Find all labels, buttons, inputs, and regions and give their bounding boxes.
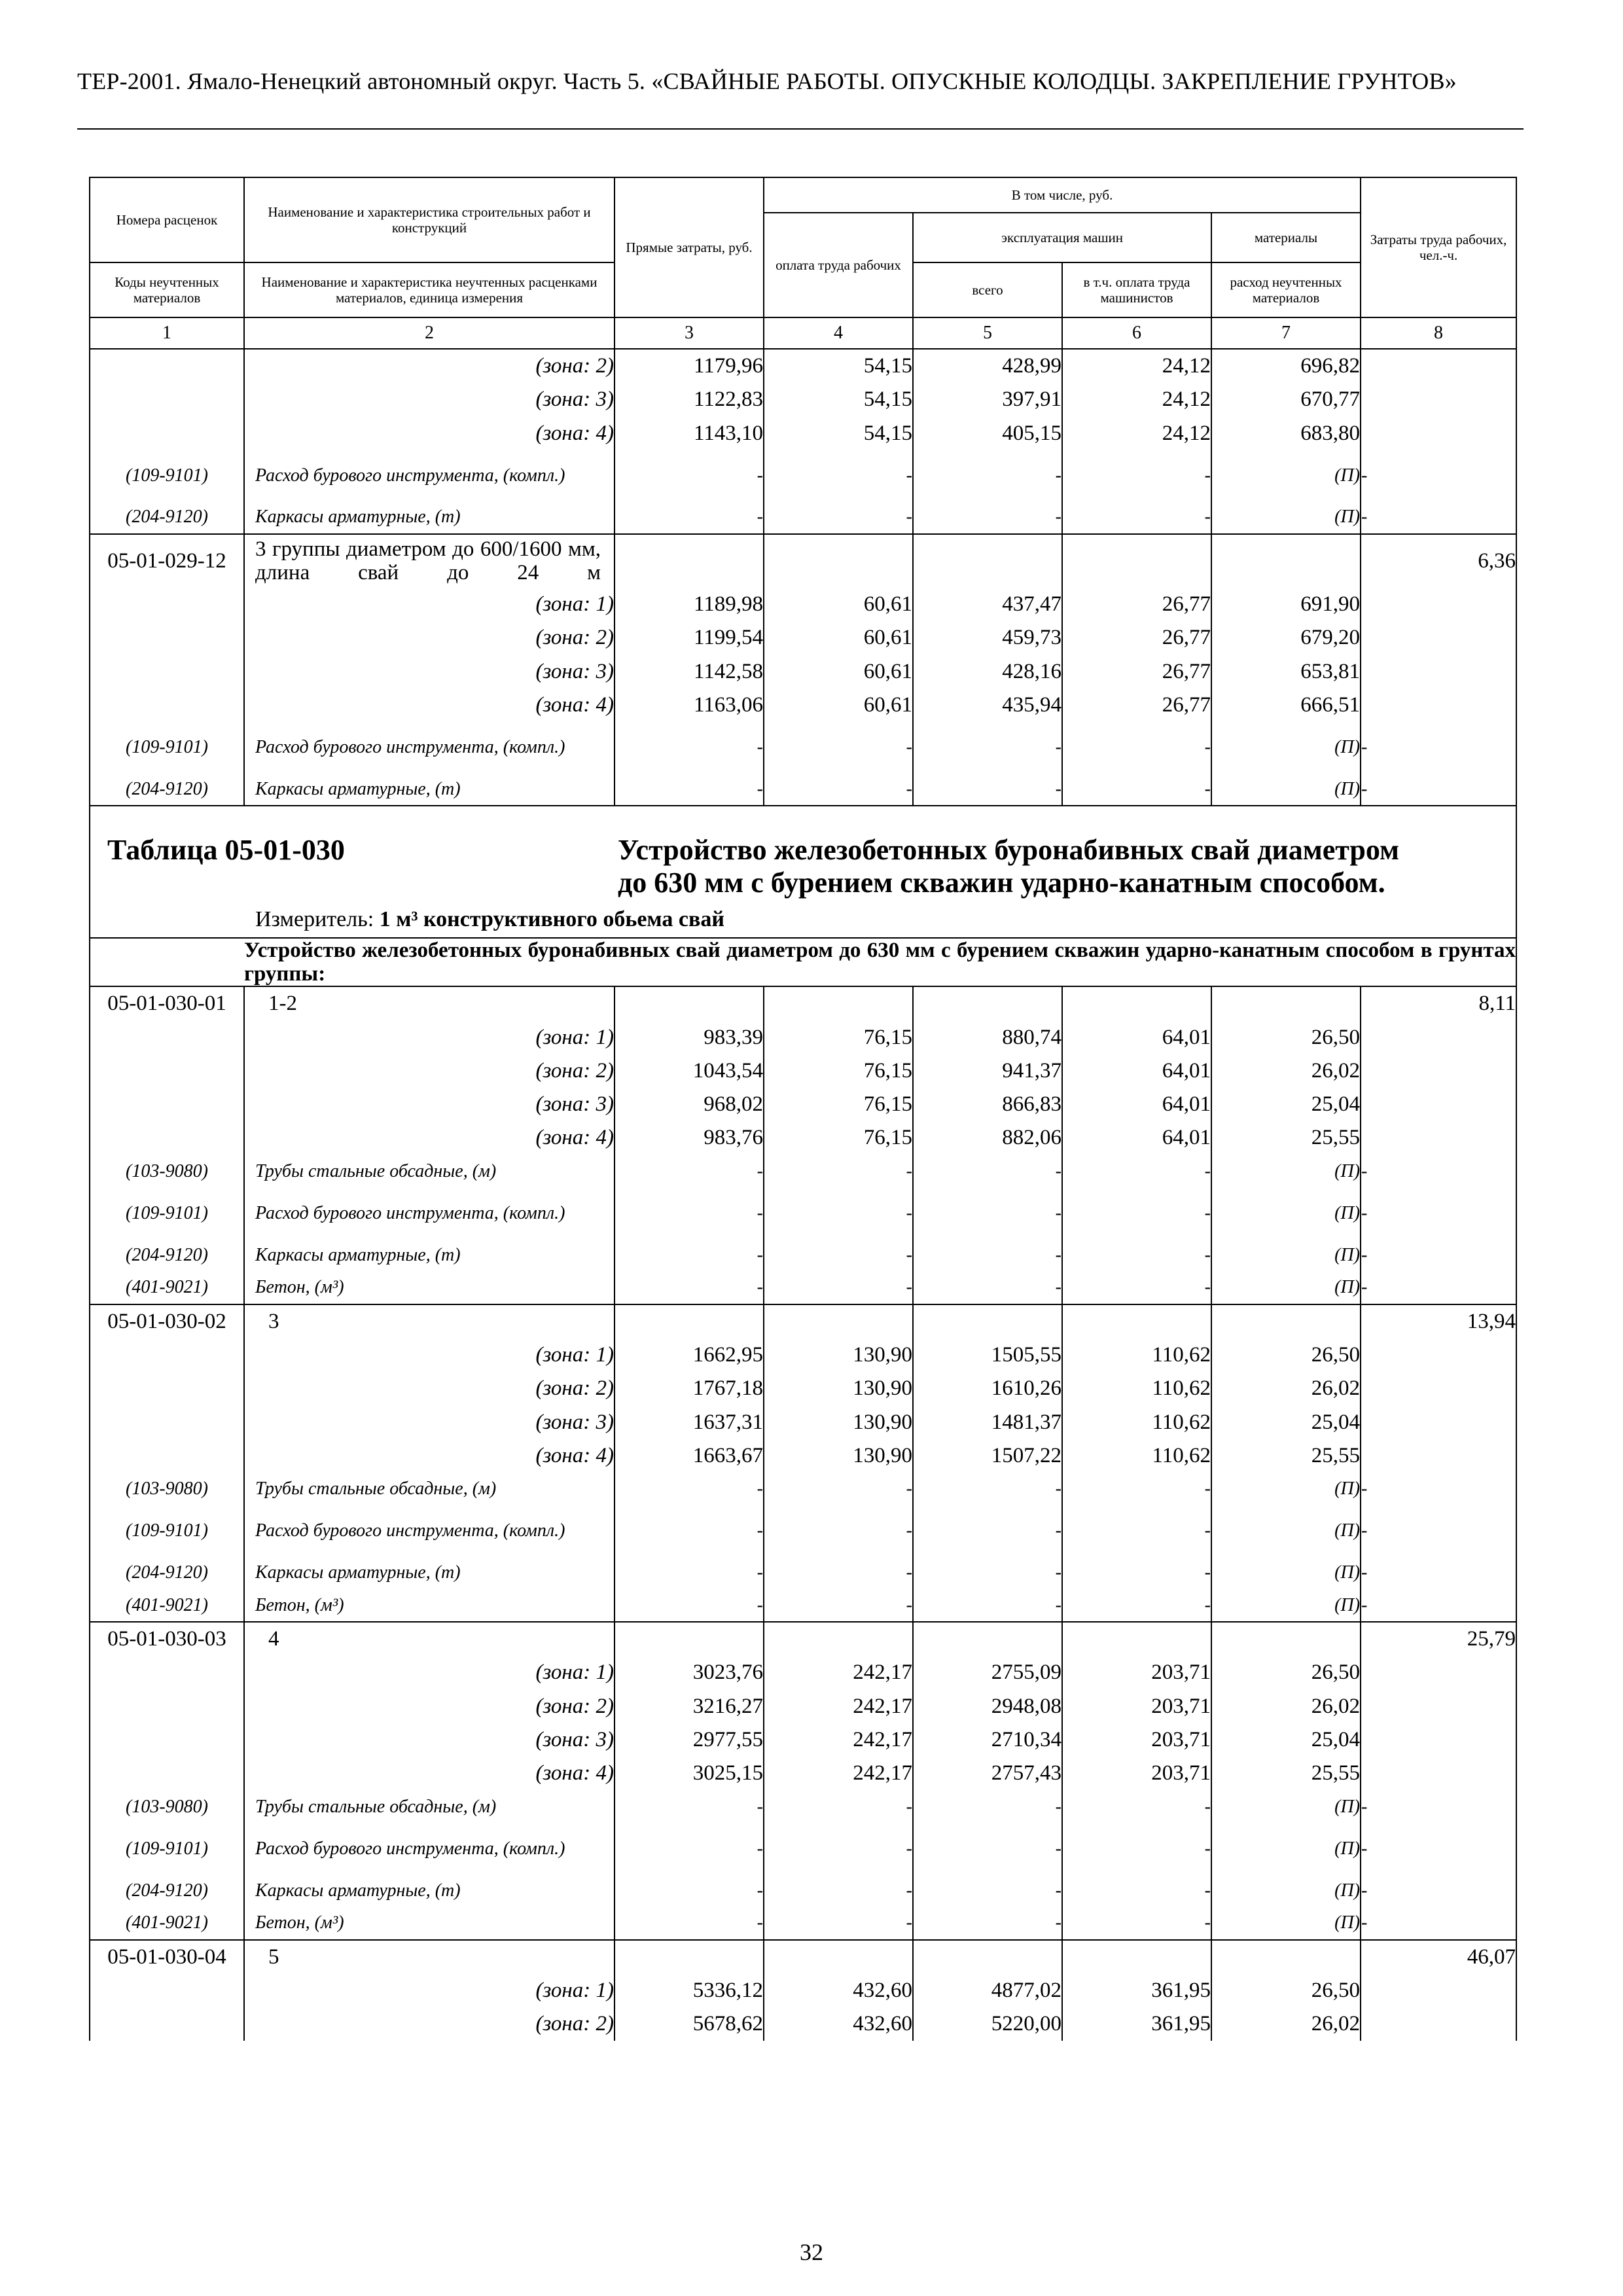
measurement-unit (90, 907, 1516, 932)
table-row (90, 1757, 1516, 1790)
material-code: (109-9101) (90, 450, 244, 501)
zone-label: (зона: 4) (244, 1121, 615, 1155)
machinist-pay: 24,12 (1062, 383, 1211, 416)
material-row: (204-9120) Каркасы арматурные, (т) - - - - (П) - (90, 1874, 1516, 1907)
column-numbers-row (90, 317, 1516, 349)
materials-value: 683,80 (1211, 417, 1361, 450)
zone-label: (зона: 1) (244, 1020, 615, 1054)
direct-costs: 968,02 (615, 1088, 764, 1121)
zone-label: (зона: 4) (244, 689, 615, 722)
worker-pay: 432,60 (764, 2007, 913, 2041)
worker-pay: 60,61 (764, 655, 913, 688)
machinist-pay: 361,95 (1062, 2007, 1211, 2041)
machines-total: 882,06 (913, 1121, 1062, 1155)
direct-costs: 2977,55 (615, 1723, 764, 1757)
table-row (90, 1054, 1516, 1088)
rate-row (90, 986, 1516, 1020)
table-row (90, 1405, 1516, 1439)
materials-value: 26,50 (1211, 1338, 1361, 1372)
machines-total: 405,15 (913, 417, 1062, 450)
machines-total: 866,83 (913, 1088, 1062, 1121)
material-row: (103-9080) Трубы стальные обсадные, (м) - - - - (П) - (90, 1155, 1516, 1188)
table-row (90, 588, 1516, 621)
machines-total: 2710,34 (913, 1723, 1062, 1757)
zone-label: (зона: 2) (244, 1690, 615, 1723)
table-row (90, 417, 1516, 450)
zone-label: (зона: 2) (244, 2007, 615, 2041)
direct-costs: 1662,95 (615, 1338, 764, 1372)
worker-pay: 76,15 (764, 1088, 913, 1121)
material-name: Расход бурового инструмента, (компл.) (244, 1505, 615, 1556)
direct-costs: 1189,98 (615, 588, 764, 621)
column-number: 6 (1062, 317, 1211, 349)
materials-value: 666,51 (1211, 689, 1361, 722)
col-header-rate-number: Номера расценок (90, 177, 244, 262)
rate-name: 1-2 (244, 986, 615, 1020)
column-number: 2 (244, 317, 615, 349)
material-row: (109-9101) Расход бурового инструмента, (компл.) - - - - (П) - (90, 1505, 1516, 1556)
measurement-value: 1 м³ конструктивного обьема свай (379, 907, 724, 932)
machines-total: 437,47 (913, 588, 1062, 621)
table-row (90, 1723, 1516, 1757)
zone-label: (зона: 3) (244, 383, 615, 416)
machinist-pay: 26,77 (1062, 621, 1211, 655)
materials-value: 653,81 (1211, 655, 1361, 688)
zone-label: (зона: 4) (244, 417, 615, 450)
machines-total: 880,74 (913, 1020, 1062, 1054)
machinist-pay: 110,62 (1062, 1372, 1211, 1405)
worker-pay: 242,17 (764, 1656, 913, 1689)
material-row: (103-9080) Трубы стальные обсадные, (м) - - - - (П) - (90, 1791, 1516, 1823)
worker-pay: 54,15 (764, 417, 913, 450)
direct-costs: 983,76 (615, 1121, 764, 1155)
rate-code: 05-01-029-12 (90, 534, 244, 588)
materials-value: 696,82 (1211, 349, 1361, 383)
machines-total: 2948,08 (913, 1690, 1062, 1723)
material-code: (204-9120) (90, 1874, 244, 1907)
materials-value: 26,02 (1211, 2007, 1361, 2041)
labor-costs: 8,11 (1361, 986, 1516, 1020)
machines-total: 428,16 (913, 655, 1062, 688)
page-header: ТЕР-2001. Ямало-Ненецкий автономный округ. Часть 5. «СВАЙНЫЕ РАБОТЫ. ОПУСКНЫЕ КОЛОДЦЫ. ЗАКРЕПЛЕНИЕ ГРУНТОВ» (77, 68, 1457, 94)
rate-row (90, 534, 1516, 588)
direct-costs: 1143,10 (615, 417, 764, 450)
zone-label: (зона: 3) (244, 1723, 615, 1757)
rate-code: 05-01-030-02 (90, 1304, 244, 1338)
table-row (90, 621, 1516, 655)
machinist-pay: 26,77 (1062, 689, 1211, 722)
materials-value: 691,90 (1211, 588, 1361, 621)
col-header-materials: материалы (1211, 213, 1361, 262)
material-code: (109-9101) (90, 1505, 244, 1556)
machinist-pay: 203,71 (1062, 1757, 1211, 1790)
worker-pay: 130,90 (764, 1405, 913, 1439)
machinist-pay: 24,12 (1062, 349, 1211, 383)
rate-row (90, 1304, 1516, 1338)
material-row: (401-9021) Бетон, (м³) - - - - (П) - (90, 1907, 1516, 1940)
section-heading: Устройство железобетонных буронабивных свай диаметром до 630 мм с бурением скважин ударно-канатным способом в грунтах группы: (244, 939, 1516, 986)
material-row: (109-9101) Расход бурового инструмента, (компл.) - - - - (П) - (90, 450, 1516, 501)
zone-label: (зона: 1) (244, 1974, 615, 2007)
rate-row (90, 1940, 1516, 1974)
zone-label: (зона: 3) (244, 1088, 615, 1121)
machinist-pay: 361,95 (1062, 1974, 1211, 2007)
machines-total: 1610,26 (913, 1372, 1062, 1405)
machines-total: 941,37 (913, 1054, 1062, 1088)
zone-label: (зона: 1) (244, 588, 615, 621)
material-row: (401-9021) Бетон, (м³) - - - - (П) - (90, 1272, 1516, 1304)
worker-pay: 130,90 (764, 1439, 913, 1473)
zone-label: (зона: 2) (244, 349, 615, 383)
material-name: Расход бурового инструмента, (компл.) (244, 1188, 615, 1239)
material-code: (103-9080) (90, 1791, 244, 1823)
material-name: Трубы стальные обсадные, (м) (244, 1473, 615, 1505)
labor-costs: 25,79 (1361, 1622, 1516, 1656)
machines-total: 428,99 (913, 349, 1062, 383)
rate-name: 3 группы диаметром до 600/1600 мм, длина свай до 24 м (244, 534, 615, 588)
materials-value: 679,20 (1211, 621, 1361, 655)
table-row (90, 1439, 1516, 1473)
worker-pay: 242,17 (764, 1690, 913, 1723)
machinist-pay: 203,71 (1062, 1723, 1211, 1757)
table-title: Устройство железобетонных буронабивных свай диаметром до 630 мм с бурением скважин ударно-канатным способом. (618, 834, 1399, 899)
materials-value: 25,04 (1211, 1405, 1361, 1439)
materials-value: 26,02 (1211, 1054, 1361, 1088)
zone-label: (зона: 4) (244, 1757, 615, 1790)
worker-pay: 60,61 (764, 621, 913, 655)
materials-value: 26,02 (1211, 1372, 1361, 1405)
zone-label: (зона: 3) (244, 1405, 615, 1439)
table-caption (90, 806, 1516, 938)
material-row: (401-9021) Бетон, (м³) - - - - (П) - (90, 1589, 1516, 1622)
material-code: (103-9080) (90, 1473, 244, 1505)
material-name: Трубы стальные обсадные, (м) (244, 1155, 615, 1188)
table-row (90, 1121, 1516, 1155)
table-row (90, 1338, 1516, 1372)
table-row (90, 1088, 1516, 1121)
material-code: (401-9021) (90, 1272, 244, 1304)
machinist-pay: 26,77 (1062, 655, 1211, 688)
direct-costs: 1142,58 (615, 655, 764, 688)
table-row (90, 383, 1516, 416)
material-name: Расход бурового инструмента, (компл.) (244, 722, 615, 773)
material-name: Каркасы арматурные, (т) (244, 1874, 615, 1907)
zone-label: (зона: 2) (244, 621, 615, 655)
material-row: (109-9101) Расход бурового инструмента, (компл.) - - - - (П) - (90, 1823, 1516, 1874)
machinist-pay: 203,71 (1062, 1656, 1211, 1689)
direct-costs: 3216,27 (615, 1690, 764, 1723)
machines-total: 435,94 (913, 689, 1062, 722)
table-row (90, 1656, 1516, 1689)
machinist-pay: 110,62 (1062, 1439, 1211, 1473)
machines-total: 1507,22 (913, 1439, 1062, 1473)
rate-code: 05-01-030-03 (90, 1622, 244, 1656)
direct-costs: 1663,67 (615, 1439, 764, 1473)
column-number: 7 (1211, 317, 1361, 349)
direct-costs: 983,39 (615, 1020, 764, 1054)
worker-pay: 60,61 (764, 588, 913, 621)
material-row: (109-9101) Расход бурового инструмента, (компл.) - - - - (П) - (90, 1188, 1516, 1239)
rate-code: 05-01-030-01 (90, 986, 244, 1020)
col-header-worker-pay: оплата труда рабочих (764, 213, 913, 317)
machinist-pay: 110,62 (1062, 1405, 1211, 1439)
machines-total: 1505,55 (913, 1338, 1062, 1372)
material-code: (401-9021) (90, 1907, 244, 1940)
direct-costs: 1199,54 (615, 621, 764, 655)
rate-name: 5 (244, 1940, 615, 1974)
col-header-machinist-pay: в т.ч. оплата труда машинистов (1062, 262, 1211, 317)
material-name: Каркасы арматурные, (т) (244, 1556, 615, 1589)
zone-label: (зона: 2) (244, 1054, 615, 1088)
material-code: (109-9101) (90, 722, 244, 773)
column-number: 8 (1361, 317, 1516, 349)
material-row: (204-9120) Каркасы арматурные, (т) - - - - (П) - (90, 773, 1516, 806)
rate-code: 05-01-030-04 (90, 1940, 244, 1974)
machines-total: 5220,00 (913, 2007, 1062, 2041)
header-rule (77, 128, 1524, 130)
zone-label: (зона: 1) (244, 1656, 615, 1689)
material-code: (103-9080) (90, 1155, 244, 1188)
materials-value: 25,55 (1211, 1757, 1361, 1790)
direct-costs: 5336,12 (615, 1974, 764, 2007)
material-row: (204-9120) Каркасы арматурные, (т) - - - - (П) - (90, 1239, 1516, 1272)
material-code: (204-9120) (90, 1556, 244, 1589)
material-code: (109-9101) (90, 1188, 244, 1239)
col-header-direct-costs: Прямые затраты, руб. (615, 177, 764, 317)
rate-name: 4 (244, 1622, 615, 1656)
material-code: (204-9120) (90, 1239, 244, 1272)
col-header-material-names: Наименование и характеристика неучтенных расценками материалов, единица измерения (244, 262, 615, 317)
worker-pay: 432,60 (764, 1974, 913, 2007)
column-number: 3 (615, 317, 764, 349)
materials-value: 670,77 (1211, 383, 1361, 416)
material-name: Трубы стальные обсадные, (м) (244, 1791, 615, 1823)
machinist-pay: 64,01 (1062, 1088, 1211, 1121)
table-label: Таблица 05-01-030 (107, 834, 345, 867)
direct-costs: 5678,62 (615, 2007, 764, 2041)
materials-value: 25,04 (1211, 1723, 1361, 1757)
materials-value: 26,50 (1211, 1020, 1361, 1054)
material-row: (109-9101) Расход бурового инструмента, (компл.) - - - - (П) - (90, 722, 1516, 773)
materials-value: 26,50 (1211, 1656, 1361, 1689)
machinist-pay: 64,01 (1062, 1020, 1211, 1054)
rate-name: 3 (244, 1304, 615, 1338)
machines-total: 1481,37 (913, 1405, 1062, 1439)
material-name: Бетон, (м³) (244, 1907, 615, 1940)
materials-value: 26,50 (1211, 1974, 1361, 2007)
material-code: (109-9101) (90, 1823, 244, 1874)
worker-pay: 54,15 (764, 349, 913, 383)
table-row (90, 1372, 1516, 1405)
material-row: (204-9120) Каркасы арматурные, (т) - - - - (П) - (90, 501, 1516, 534)
section-heading-row (90, 938, 1516, 986)
machinist-pay: 64,01 (1062, 1121, 1211, 1155)
table-row (90, 689, 1516, 722)
machinist-pay: 110,62 (1062, 1338, 1211, 1372)
labor-costs: 13,94 (1361, 1304, 1516, 1338)
column-number: 1 (90, 317, 244, 349)
zone-label: (зона: 3) (244, 655, 615, 688)
machines-total: 459,73 (913, 621, 1062, 655)
materials-value: 26,02 (1211, 1690, 1361, 1723)
zone-label: (зона: 4) (244, 1439, 615, 1473)
machines-total: 2755,09 (913, 1656, 1062, 1689)
col-header-including: В том числе, руб. (764, 177, 1361, 213)
col-header-unaccounted-materials: расход неучтенных материалов (1211, 262, 1361, 317)
direct-costs: 1637,31 (615, 1405, 764, 1439)
worker-pay: 60,61 (764, 689, 913, 722)
material-row: (103-9080) Трубы стальные обсадные, (м) - - - - (П) - (90, 1473, 1516, 1505)
direct-costs: 1122,83 (615, 383, 764, 416)
material-name: Каркасы арматурные, (т) (244, 773, 615, 806)
materials-value: 25,55 (1211, 1121, 1361, 1155)
zone-label: (зона: 1) (244, 1338, 615, 1372)
machinist-pay: 64,01 (1062, 1054, 1211, 1088)
material-code: (401-9021) (90, 1589, 244, 1622)
col-header-labor-costs: Затраты труда рабочих, чел.-ч. (1361, 177, 1516, 317)
material-row: (204-9120) Каркасы арматурные, (т) - - - - (П) - (90, 1556, 1516, 1589)
worker-pay: 242,17 (764, 1723, 913, 1757)
labor-costs: 6,36 (1361, 534, 1516, 588)
worker-pay: 242,17 (764, 1757, 913, 1790)
rate-row (90, 1622, 1516, 1656)
materials-value: 25,55 (1211, 1439, 1361, 1473)
machinist-pay: 24,12 (1062, 417, 1211, 450)
machinist-pay: 203,71 (1062, 1690, 1211, 1723)
table-row (90, 1974, 1516, 2007)
rates-table (89, 177, 1517, 2041)
material-name: Бетон, (м³) (244, 1589, 615, 1622)
measurement-label: Измеритель: (255, 907, 374, 932)
material-name: Каркасы арматурные, (т) (244, 501, 615, 534)
table-row (90, 655, 1516, 688)
direct-costs: 3025,15 (615, 1757, 764, 1790)
material-name: Расход бурового инструмента, (компл.) (244, 1823, 615, 1874)
page-number: 32 (800, 2239, 823, 2265)
worker-pay: 130,90 (764, 1372, 913, 1405)
direct-costs: 1043,54 (615, 1054, 764, 1088)
col-header-machines-total: всего (913, 262, 1062, 317)
material-name: Бетон, (м³) (244, 1272, 615, 1304)
column-number: 4 (764, 317, 913, 349)
material-name: Расход бурового инструмента, (компл.) (244, 450, 615, 501)
material-code: (204-9120) (90, 501, 244, 534)
machines-total: 397,91 (913, 383, 1062, 416)
col-header-material-codes: Коды неучтенных материалов (90, 262, 244, 317)
table-row (90, 2007, 1516, 2041)
materials-value: 25,04 (1211, 1088, 1361, 1121)
col-header-work-name: Наименование и характеристика строительных работ и конструкций (244, 177, 615, 262)
worker-pay: 76,15 (764, 1020, 913, 1054)
machines-total: 4877,02 (913, 1974, 1062, 2007)
worker-pay: 76,15 (764, 1054, 913, 1088)
machines-total: 2757,43 (913, 1757, 1062, 1790)
table-row (90, 1690, 1516, 1723)
zone-label: (зона: 2) (244, 1372, 615, 1405)
direct-costs: 1163,06 (615, 689, 764, 722)
table-row (90, 1020, 1516, 1054)
labor-costs: 46,07 (1361, 1940, 1516, 1974)
machinist-pay: 26,77 (1062, 588, 1211, 621)
material-name: Каркасы арматурные, (т) (244, 1239, 615, 1272)
table-row (90, 349, 1516, 383)
worker-pay: 76,15 (764, 1121, 913, 1155)
col-header-machines: эксплуатация машин (913, 213, 1211, 262)
column-number: 5 (913, 317, 1062, 349)
direct-costs: 1767,18 (615, 1372, 764, 1405)
direct-costs: 1179,96 (615, 349, 764, 383)
material-code: (204-9120) (90, 773, 244, 806)
direct-costs: 3023,76 (615, 1656, 764, 1689)
worker-pay: 54,15 (764, 383, 913, 416)
worker-pay: 130,90 (764, 1338, 913, 1372)
